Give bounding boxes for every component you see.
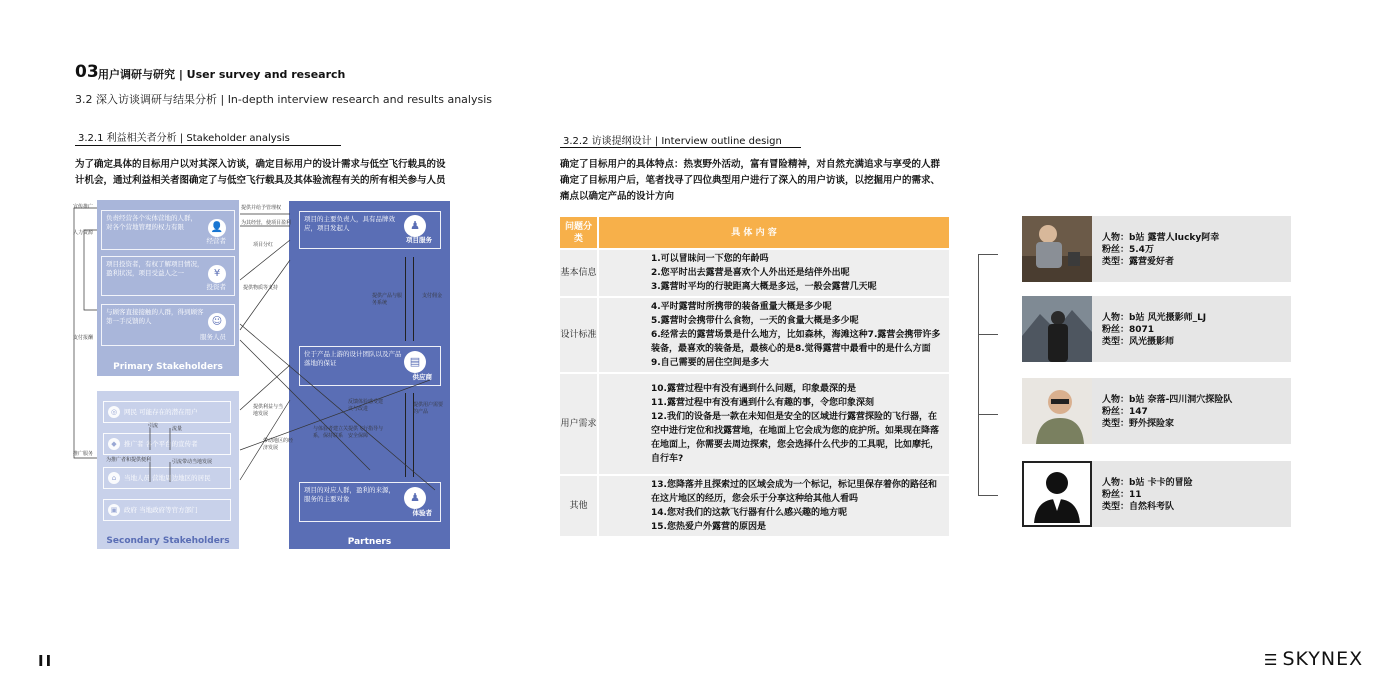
table-header-row xyxy=(560,217,949,249)
row-questions xyxy=(598,475,949,537)
flow-label: 流量 xyxy=(172,426,183,432)
question: 13.您降落并且探索过的区域会成为一个标记，标记里保存着你的路径和在这片地区的经历，您会乐于分享这种给其他人看吗 xyxy=(651,480,937,504)
row-category: 其他 xyxy=(560,475,598,537)
stakeholder-intro xyxy=(75,157,495,189)
avatar-silhouette xyxy=(1022,461,1092,527)
flow-label: 引流带动当地发展 xyxy=(172,459,213,465)
explorer-photo xyxy=(1022,378,1092,444)
question: 3.露营时平均的行驶距离大概是多远，一般会露营几天呢 xyxy=(651,282,877,292)
connector-line xyxy=(240,260,290,330)
question: 9.自己需要的居住空间是多大 xyxy=(651,358,769,368)
government-icon: ▣ xyxy=(108,504,120,516)
user-fans: 粉丝：11 xyxy=(1102,490,1142,500)
interview-heading: 3.2.2 访谈提纲设计 | Interview outline design xyxy=(563,136,782,147)
connector-line xyxy=(84,230,97,310)
primary-label: Primary Stakeholders xyxy=(113,362,223,372)
section-title: 用户调研与研究 | User survey and research xyxy=(98,68,346,81)
flow-label: 提供飞行指导与安全保障 xyxy=(348,426,384,439)
table-row xyxy=(560,297,949,373)
flow-label: 引流 xyxy=(148,423,159,429)
user-info xyxy=(1102,394,1232,430)
user-name: 人物：b站 卡卡的冒险 xyxy=(1102,478,1193,488)
flow-label: 支付佣金 xyxy=(422,293,443,299)
person-icon: ♟ xyxy=(404,487,426,509)
partner-name: 体验者 xyxy=(412,509,432,517)
partner-name: 供应商 xyxy=(412,373,432,381)
partner-desc: 项目的对应人群，盈利的来源，服务的主要对象 xyxy=(304,486,395,503)
partners-label: Partners xyxy=(347,537,392,547)
staff-icon: ☺ xyxy=(208,313,226,331)
user-icon: 👤 xyxy=(208,219,226,237)
row-category: 设计标准 xyxy=(560,297,598,373)
question: 5.露营时会携带什么食物，一天的食量大概是多少呢 xyxy=(651,316,859,326)
user-info xyxy=(1102,477,1193,513)
user-type: 类型：风光摄影师 xyxy=(1102,337,1175,347)
flow-label: 推广服务 xyxy=(73,451,94,457)
question: 4.平时露营时所携带的装备重量大概是多少呢 xyxy=(651,302,832,312)
flow-label: 提供并给予管理权 xyxy=(241,205,282,211)
question: 6.经常去的露营场景是什么地方，比如森林，海滩这种7.露营会携带许多装备，最喜欢的装备是，最核心的是8.觉得露营中最看中的是什么方面 xyxy=(651,330,941,354)
users-bracket xyxy=(978,254,998,496)
table-header-content: 具 体 内 容 xyxy=(598,217,949,249)
user-info xyxy=(1102,312,1206,348)
intro-line: 确定了目标用户的具体特点：热衷野外活动，富有冒险精神，对自然充满追求与享受的人群 xyxy=(560,159,941,170)
user-name: 人物：b站 奈落-四川洞穴探险队 xyxy=(1102,395,1233,405)
flow-label: 宣传推广 xyxy=(73,204,94,210)
table-row xyxy=(560,249,949,297)
user-type: 类型：野外探险家 xyxy=(1102,419,1175,429)
secondary-text: 当地人员 营地周边地区的居民 xyxy=(124,474,211,482)
user-fans: 粉丝：147 xyxy=(1102,407,1148,417)
flow-label: 为其经营，使项目盈利 xyxy=(241,220,292,226)
flow-label: 反馈体验感受建议与改进 xyxy=(348,399,384,412)
intro-line: 痛点以确定产品的设计方向 xyxy=(560,191,675,202)
flow-label: 带动地区的经济发展 xyxy=(263,438,294,451)
bracket-tick xyxy=(978,414,998,415)
question: 11.露营过程中有没有遇到什么有趣的事，令您印象深刻 xyxy=(651,398,874,408)
page-marker: II xyxy=(38,652,54,670)
stakeholder-name: 投资者 xyxy=(206,283,226,291)
flow-label: 人力资源 xyxy=(73,230,94,236)
home-icon: ⌂ xyxy=(108,472,120,484)
table-row xyxy=(560,373,949,475)
secondary-text: 政府 当地政府等官方部门 xyxy=(124,506,198,514)
stakeholder-desc: 负责经营各个实体营地的人群，对各个营地管理的权力有限 xyxy=(106,214,197,231)
user-fans: 粉丝：5.4万 xyxy=(1102,245,1154,255)
interview-table xyxy=(560,217,949,538)
flow-label: 项目分红 xyxy=(253,242,274,248)
question: 12.我们的设备是一款在未知但是安全的区域进行露营探险的飞行器，在空中进行定位和找露营地，在地面上它会成为您的庇护所。如果现在降落在地面上，你需要去周边探索，您会选择什么代步的工具呢，比如摩托，自行车? xyxy=(651,412,940,464)
intro-line: 计机会，通过利益相关者图确定了与低空飞行载具及其体验流程有关的所有相关参与人员 xyxy=(75,175,446,186)
user-type: 类型：露营爱好者 xyxy=(1102,257,1175,267)
stakeholder-desc: 与顾客直接接触的人群，得到顾客第一手反馈的人 xyxy=(106,308,204,325)
flow-label: 为推广者和提供便利 xyxy=(106,457,152,463)
intro-line: 确定了目标用户后，笔者找寻了四位典型用户进行了深入的用户访谈，以挖掘用户的需求、 xyxy=(560,175,941,186)
stakeholder-name: 服务人员 xyxy=(200,333,226,341)
stakeholder-name: 经营者 xyxy=(206,237,226,245)
megaphone-icon: ◆ xyxy=(108,438,120,450)
partner-name: 项目服务 xyxy=(406,236,432,244)
user-type: 类型：自然科考队 xyxy=(1102,502,1175,512)
heading-underline xyxy=(75,145,341,146)
question: 1.可以冒昧问一下您的年龄吗 xyxy=(651,254,769,264)
connector-line xyxy=(74,208,97,458)
interview-intro xyxy=(560,157,970,205)
stakeholder-desc: 项目投资者，有权了解项目情况，盈利状况，项目受益人之一 xyxy=(106,260,204,277)
secondary-label: Secondary Stakeholders xyxy=(106,536,230,546)
row-questions xyxy=(598,297,949,373)
menu-icon: ☰ xyxy=(1264,651,1279,669)
brand-logo xyxy=(1264,648,1363,670)
flow-label: 提供利益与当地发展 xyxy=(253,404,284,417)
question: 14.您对我们的这款飞行器有什么感兴趣的地方呢 xyxy=(651,508,847,518)
user-fans: 粉丝：8071 xyxy=(1102,325,1155,335)
question: 15.您热爱户外露营的原因是 xyxy=(651,522,766,532)
stakeholder-heading: 3.2.1 利益相关者分析 | Stakeholder analysis xyxy=(78,133,290,144)
secondary-text: 网民 可能存在的潜在用户 xyxy=(124,408,198,416)
subsection-title: 3.2 深入访谈调研与结果分析 | In-depth interview research and results analysis xyxy=(75,93,493,106)
table-row xyxy=(560,475,949,537)
partner-desc: 位于产品上游的设计团队以及产品落地的保证 xyxy=(304,350,402,367)
user-card xyxy=(1022,378,1291,444)
user-info xyxy=(1102,232,1219,268)
row-questions xyxy=(598,249,949,297)
table-header-category: 问题分类 xyxy=(560,217,598,249)
user-card xyxy=(1022,296,1291,362)
stakeholder-connectors xyxy=(70,200,450,550)
partner-desc: 项目的主要负责人，具有品牌效应，项目发起人 xyxy=(304,215,395,232)
flow-label: 提供用户需要的产品 xyxy=(413,402,444,415)
flow-label: 提供产品与服务系统 xyxy=(372,293,403,306)
flow-label: 支付报酬 xyxy=(73,335,94,341)
secondary-text: 推广者 各个平台的宣传者 xyxy=(124,440,198,448)
question: 2.您平时出去露营是喜欢个人外出还是结伴外出呢 xyxy=(651,268,850,278)
money-icon: ¥ xyxy=(208,265,226,283)
user-name: 人物：b站 风光摄影师_LJ xyxy=(1102,313,1207,323)
section-number: 03 xyxy=(75,62,99,82)
row-questions xyxy=(598,373,949,475)
camper-photo xyxy=(1022,216,1092,282)
user-name: 人物：b站 露营人lucky阿幸 xyxy=(1102,233,1220,243)
row-category: 用户需求 xyxy=(560,373,598,475)
intro-line: 为了确定具体的目标用户以对其深入访谈，确定目标用户的设计需求与低空飞行载具的设 xyxy=(75,159,446,170)
row-category: 基本信息 xyxy=(560,249,598,297)
user-card xyxy=(1022,216,1291,282)
flow-label: 提供物质等支持 xyxy=(243,285,279,291)
person-icon: ♟ xyxy=(404,215,426,237)
flow-label: 与体验者建立关系，保持联系 xyxy=(313,426,349,439)
bracket-tick xyxy=(978,334,998,335)
building-icon: ▤ xyxy=(404,351,426,373)
user-card xyxy=(1022,461,1291,527)
brand-name: SKYNEX xyxy=(1282,648,1364,670)
heading-underline xyxy=(560,147,801,148)
question: 10.露营过程中有没有遇到什么问题，印象最深的是 xyxy=(651,384,856,394)
globe-icon: ◎ xyxy=(108,406,120,418)
photographer-photo xyxy=(1022,296,1092,362)
